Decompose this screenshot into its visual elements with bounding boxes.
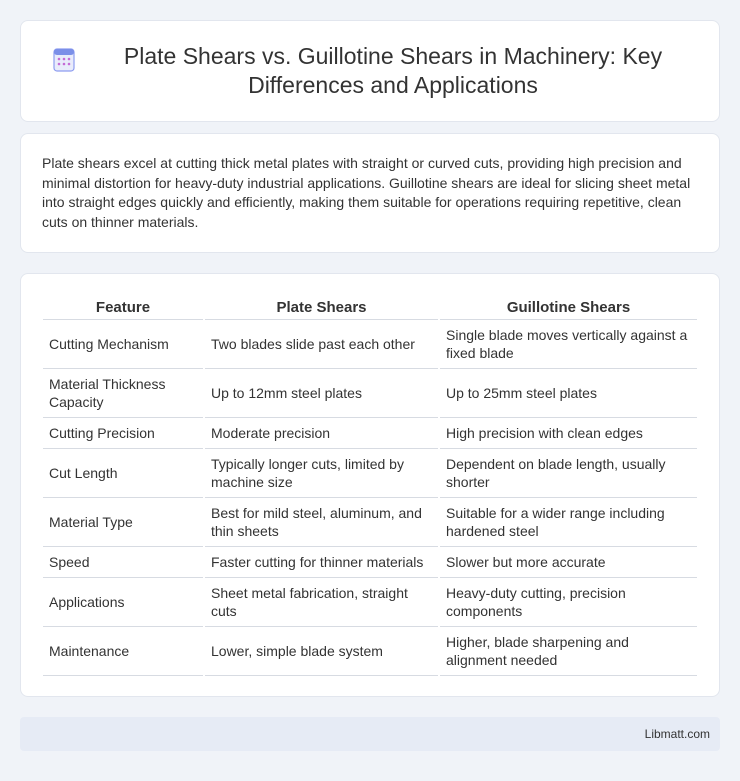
feature-cell: Cutting Mechanism xyxy=(43,320,203,369)
feature-cell: Cutting Precision xyxy=(43,418,203,449)
plate-shears-cell: Faster cutting for thinner materials xyxy=(205,547,438,578)
document-icon xyxy=(51,47,77,73)
guillotine-shears-cell: Single blade moves vertically against a fixed blade xyxy=(440,320,697,369)
plate-shears-cell: Typically longer cuts, limited by machine size xyxy=(205,449,438,498)
comparison-table xyxy=(41,296,699,676)
plate-shears-cell: Moderate precision xyxy=(205,418,438,449)
header-guillotine-shears: Guillotine Shears xyxy=(440,296,697,320)
feature-cell: Material Thickness Capacity xyxy=(43,369,203,418)
guillotine-shears-cell: Slower but more accurate xyxy=(440,547,697,578)
guillotine-shears-cell: High precision with clean edges xyxy=(440,418,697,449)
guillotine-shears-cell: Dependent on blade length, usually shorter xyxy=(440,449,697,498)
title-card xyxy=(20,20,720,122)
table-row xyxy=(43,547,697,578)
intro-paragraph: Plate shears excel at cutting thick metal plates with straight or curved cuts, providing high precision and minimal distortion for heavy-duty industrial applications. Guillotine shears are ideal for slicing sheet metal into straight edges quickly and efficiently, making them suitable for operations requiring repetitive, clean cuts on thinner materials. xyxy=(42,155,691,230)
table-row xyxy=(43,578,697,627)
title-wrap xyxy=(21,42,719,100)
plate-shears-cell: Two blades slide past each other xyxy=(205,320,438,369)
table-row xyxy=(43,369,697,418)
table-row xyxy=(43,498,697,547)
feature-cell: Material Type xyxy=(43,498,203,547)
header-feature: Feature xyxy=(43,296,203,320)
guillotine-shears-cell: Up to 25mm steel plates xyxy=(440,369,697,418)
plate-shears-cell: Sheet metal fabrication, straight cuts xyxy=(205,578,438,627)
table-row xyxy=(43,418,697,449)
feature-cell: Applications xyxy=(43,578,203,627)
guillotine-shears-cell: Higher, blade sharpening and alignment needed xyxy=(440,627,697,676)
header-plate-shears: Plate Shears xyxy=(205,296,438,320)
table-row xyxy=(43,320,697,369)
plate-shears-cell: Lower, simple blade system xyxy=(205,627,438,676)
feature-cell: Maintenance xyxy=(43,627,203,676)
feature-cell: Speed xyxy=(43,547,203,578)
page-title: Plate Shears vs. Guillotine Shears in Machinery: Key Differences and Applications xyxy=(123,43,663,98)
table-row xyxy=(43,627,697,676)
guillotine-shears-cell: Heavy-duty cutting, precision components xyxy=(440,578,697,627)
guillotine-shears-cell: Suitable for a wider range including hardened steel xyxy=(440,498,697,547)
table-row xyxy=(43,449,697,498)
footer-brand-link[interactable]: Libmatt.com xyxy=(644,727,710,741)
table-header-row xyxy=(43,296,697,320)
intro-card xyxy=(20,133,720,253)
plate-shears-cell: Up to 12mm steel plates xyxy=(205,369,438,418)
footer-bar xyxy=(20,717,720,751)
feature-cell: Cut Length xyxy=(43,449,203,498)
comparison-card xyxy=(20,273,720,697)
plate-shears-cell: Best for mild steel, aluminum, and thin sheets xyxy=(205,498,438,547)
